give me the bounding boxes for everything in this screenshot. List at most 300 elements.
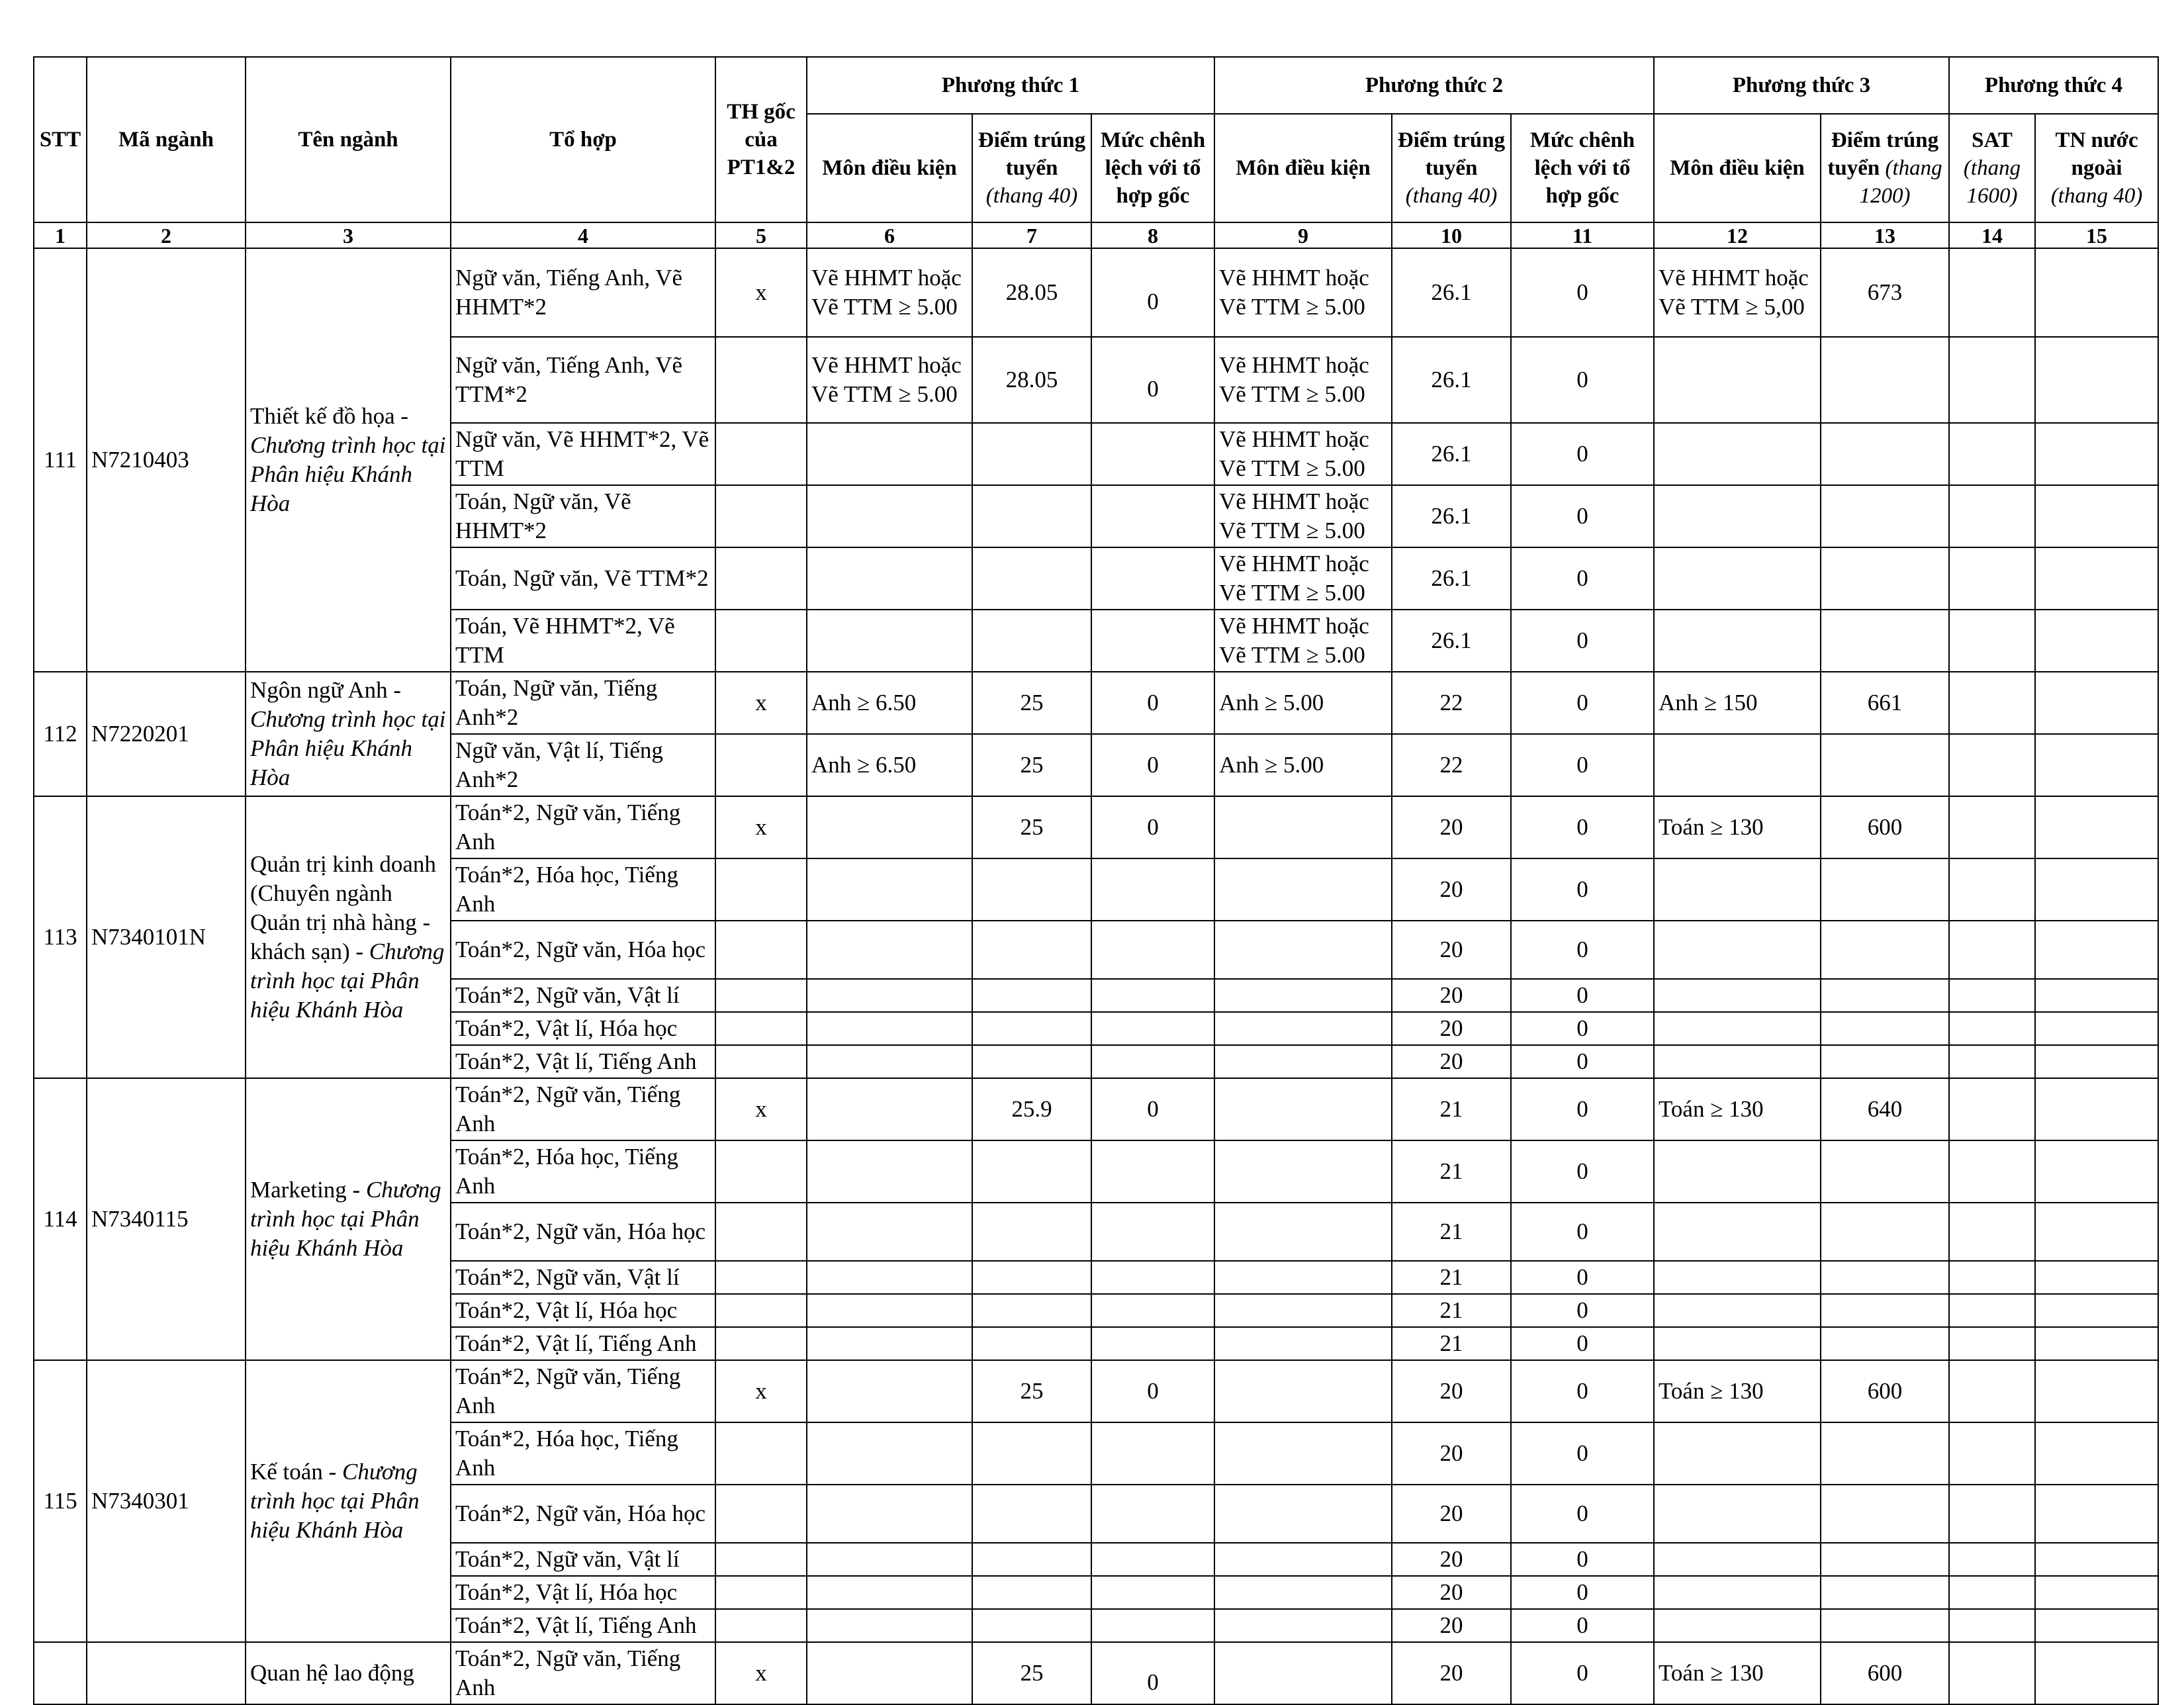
table-header: [34, 57, 2158, 248]
pt3-diem-cell: [1821, 547, 1949, 610]
ten-nganh-campus-note: Chương trình học tại Phân hiệu Khánh Hòa: [250, 1459, 420, 1543]
column-index-5: 5: [715, 222, 807, 248]
sat-cell: [1949, 1294, 2035, 1327]
tn-nuoc-ngoai-cell: [2035, 1609, 2158, 1642]
ma-nganh-cell: N7340115: [87, 1078, 246, 1360]
column-index-7: 7: [972, 222, 1091, 248]
tn-nuoc-ngoai-cell: [2035, 1576, 2158, 1609]
pt2-chenh-lech-cell: 0: [1511, 1543, 1654, 1576]
pt1-chenh-lech-cell: [1091, 547, 1214, 610]
header-pt3-scale: (thang 1200): [1859, 156, 1942, 208]
pt3-mon-dieu-kien-cell: [1654, 337, 1821, 423]
th-goc-cell: [715, 1543, 807, 1576]
th-goc-cell: [715, 921, 807, 979]
to-hop-cell: Toán*2, Ngữ văn, Vật lí: [451, 1543, 715, 1576]
pt1-chenh-lech-cell: 0: [1091, 337, 1214, 423]
column-index-10: 10: [1392, 222, 1511, 248]
pt1-mon-dieu-kien-cell: [807, 1012, 972, 1045]
pt1-diem-cell: [972, 1485, 1091, 1543]
pt1-mon-dieu-kien-cell: [807, 1261, 972, 1294]
ten-nganh-text: Marketing -: [250, 1177, 361, 1203]
pt1-diem-cell: [972, 547, 1091, 610]
pt2-chenh-lech-cell: 0: [1511, 734, 1654, 796]
sat-cell: [1949, 734, 2035, 796]
pt3-mon-dieu-kien-cell: Toán ≥ 130: [1654, 1360, 1821, 1422]
th-goc-cell: [715, 858, 807, 921]
pt3-mon-dieu-kien-cell: [1654, 1609, 1821, 1642]
ten-nganh-campus-note: Chương trình học tại Phân hiệu Khánh Hòa: [250, 432, 446, 516]
header-tn-scale: (thang 40): [2050, 184, 2143, 208]
tn-nuoc-ngoai-cell: [2035, 248, 2158, 337]
ten-nganh-campus-note: Chương trình học tại Phân hiệu Khánh Hòa: [250, 706, 446, 790]
ten-nganh-text: Quan hệ lao động: [250, 1660, 414, 1686]
pt1-diem-cell: 25: [972, 734, 1091, 796]
th-goc-cell: x: [715, 1078, 807, 1140]
column-index-row: [34, 222, 2158, 248]
sat-cell: [1949, 1576, 2035, 1609]
pt1-mon-dieu-kien-cell: [807, 1360, 972, 1422]
pt1-diem-cell: 25: [972, 1642, 1091, 1704]
pt1-mon-dieu-kien-cell: Anh ≥ 6.50: [807, 734, 972, 796]
column-index-9: 9: [1214, 222, 1392, 248]
pt1-diem-cell: 25.9: [972, 1078, 1091, 1140]
sat-cell: [1949, 672, 2035, 734]
pt3-mon-dieu-kien-cell: [1654, 921, 1821, 979]
pt3-diem-cell: [1821, 1576, 1949, 1609]
header-ten-nganh: Tên ngành: [246, 57, 451, 222]
pt1-mon-dieu-kien-cell: [807, 1045, 972, 1078]
sat-cell: [1949, 1422, 2035, 1485]
pt2-diem-cell: 20: [1392, 858, 1511, 921]
pt2-mon-dieu-kien-cell: Anh ≥ 5.00: [1214, 672, 1392, 734]
pt3-mon-dieu-kien-cell: [1654, 1261, 1821, 1294]
pt3-diem-cell: [1821, 1294, 1949, 1327]
pt3-mon-dieu-kien-cell: Toán ≥ 130: [1654, 796, 1821, 858]
pt1-diem-cell: [972, 1140, 1091, 1203]
sat-cell: [1949, 1045, 2035, 1078]
sat-cell: [1949, 1140, 2035, 1203]
pt2-chenh-lech-cell: 0: [1511, 1327, 1654, 1360]
pt1-diem-cell: [972, 1543, 1091, 1576]
th-goc-cell: [715, 337, 807, 423]
pt2-mon-dieu-kien-cell: Vẽ HHMT hoặc Vẽ TTM ≥ 5.00: [1214, 610, 1392, 672]
pt2-diem-cell: 22: [1392, 734, 1511, 796]
pt2-mon-dieu-kien-cell: [1214, 1078, 1392, 1140]
th-goc-cell: x: [715, 796, 807, 858]
sat-cell: [1949, 1078, 2035, 1140]
pt1-chenh-lech-cell: [1091, 921, 1214, 979]
pt2-diem-cell: 20: [1392, 1642, 1511, 1704]
column-index-1: 1: [34, 222, 87, 248]
pt3-mon-dieu-kien-cell: [1654, 1422, 1821, 1485]
to-hop-cell: Toán*2, Hóa học, Tiếng Anh: [451, 1422, 715, 1485]
pt2-chenh-lech-cell: 0: [1511, 1045, 1654, 1078]
pt3-diem-cell: 600: [1821, 1360, 1949, 1422]
pt2-chenh-lech-cell: 0: [1511, 1609, 1654, 1642]
table-row: [34, 796, 2158, 858]
pt1-chenh-lech-cell: [1091, 1327, 1214, 1360]
sat-cell: [1949, 1485, 2035, 1543]
to-hop-cell: Toán*2, Ngữ văn, Tiếng Anh: [451, 1360, 715, 1422]
pt3-diem-cell: 661: [1821, 672, 1949, 734]
to-hop-cell: Toán*2, Vật lí, Hóa học: [451, 1576, 715, 1609]
admission-score-sheet: [33, 56, 2158, 1700]
tn-nuoc-ngoai-cell: [2035, 1360, 2158, 1422]
pt2-chenh-lech-cell: 0: [1511, 1642, 1654, 1704]
pt3-mon-dieu-kien-cell: [1654, 1327, 1821, 1360]
pt3-diem-cell: [1821, 1045, 1949, 1078]
to-hop-cell: Toán*2, Vật lí, Hóa học: [451, 1294, 715, 1327]
pt1-mon-dieu-kien-cell: [807, 796, 972, 858]
header-pt2-mon-dieu-kien: Môn điều kiện: [1214, 114, 1392, 222]
pt3-diem-cell: [1821, 979, 1949, 1012]
pt1-mon-dieu-kien-cell: [807, 979, 972, 1012]
pt2-chenh-lech-cell: 0: [1511, 1078, 1654, 1140]
pt2-diem-cell: 20: [1392, 1543, 1511, 1576]
sat-cell: [1949, 1012, 2035, 1045]
header-stt: STT: [34, 57, 87, 222]
sat-cell: [1949, 1543, 2035, 1576]
tn-nuoc-ngoai-cell: [2035, 1543, 2158, 1576]
th-goc-cell: [715, 485, 807, 547]
pt1-mon-dieu-kien-cell: [807, 610, 972, 672]
pt1-mon-dieu-kien-cell: [807, 1294, 972, 1327]
to-hop-cell: Ngữ văn, Vẽ HHMT*2, Vẽ TTM: [451, 423, 715, 485]
pt3-mon-dieu-kien-cell: [1654, 734, 1821, 796]
th-goc-cell: [715, 734, 807, 796]
tn-nuoc-ngoai-cell: [2035, 796, 2158, 858]
pt2-diem-cell: 21: [1392, 1327, 1511, 1360]
pt2-chenh-lech-cell: 0: [1511, 672, 1654, 734]
th-goc-cell: [715, 1609, 807, 1642]
pt1-chenh-lech-cell: 0: [1091, 1360, 1214, 1422]
header-pt1-mon-dieu-kien: Môn điều kiện: [807, 114, 972, 222]
ma-nganh-cell: N7220201: [87, 672, 246, 796]
header-pt1-scale: (thang 40): [985, 184, 1078, 208]
tn-nuoc-ngoai-cell: [2035, 1485, 2158, 1543]
pt2-mon-dieu-kien-cell: Vẽ HHMT hoặc Vẽ TTM ≥ 5.00: [1214, 248, 1392, 337]
tn-nuoc-ngoai-cell: [2035, 1422, 2158, 1485]
pt2-mon-dieu-kien-cell: Vẽ HHMT hoặc Vẽ TTM ≥ 5.00: [1214, 547, 1392, 610]
tn-nuoc-ngoai-cell: [2035, 858, 2158, 921]
to-hop-cell: Ngữ văn, Tiếng Anh, Vẽ HHMT*2: [451, 248, 715, 337]
table-row: [34, 1360, 2158, 1422]
pt3-diem-cell: [1821, 1327, 1949, 1360]
pt1-chenh-lech-cell: [1091, 1203, 1214, 1261]
to-hop-cell: Toán, Ngữ văn, Vẽ HHMT*2: [451, 485, 715, 547]
pt2-chenh-lech-cell: 0: [1511, 1576, 1654, 1609]
ten-nganh-text: Ngôn ngữ Anh -: [250, 677, 401, 703]
pt2-chenh-lech-cell: 0: [1511, 796, 1654, 858]
pt2-mon-dieu-kien-cell: Vẽ HHMT hoặc Vẽ TTM ≥ 5.00: [1214, 423, 1392, 485]
pt3-diem-cell: [1821, 921, 1949, 979]
pt1-chenh-lech-cell: [1091, 1576, 1214, 1609]
pt2-chenh-lech-cell: 0: [1511, 1203, 1654, 1261]
header-sat: [1949, 114, 2035, 222]
sat-cell: [1949, 1327, 2035, 1360]
header-tn-label: TN nước ngoài: [2055, 128, 2138, 180]
sat-cell: [1949, 337, 2035, 423]
pt2-mon-dieu-kien-cell: [1214, 1609, 1392, 1642]
pt2-mon-dieu-kien-cell: [1214, 1642, 1392, 1704]
to-hop-cell: Toán*2, Ngữ văn, Vật lí: [451, 1261, 715, 1294]
sat-cell: [1949, 423, 2035, 485]
pt3-diem-cell: 600: [1821, 1642, 1949, 1704]
pt1-mon-dieu-kien-cell: [807, 1078, 972, 1140]
ten-nganh-cell: [246, 1078, 451, 1360]
pt2-chenh-lech-cell: 0: [1511, 858, 1654, 921]
pt2-chenh-lech-cell: 0: [1511, 1012, 1654, 1045]
to-hop-cell: Toán, Vẽ HHMT*2, Vẽ TTM: [451, 610, 715, 672]
sat-cell: [1949, 858, 2035, 921]
pt3-mon-dieu-kien-cell: [1654, 1012, 1821, 1045]
tn-nuoc-ngoai-cell: [2035, 1078, 2158, 1140]
to-hop-cell: Ngữ văn, Vật lí, Tiếng Anh*2: [451, 734, 715, 796]
stt-cell: 115: [34, 1360, 87, 1642]
pt1-chenh-lech-cell: [1091, 1609, 1214, 1642]
pt2-mon-dieu-kien-cell: [1214, 921, 1392, 979]
pt1-chenh-lech-cell: [1091, 1045, 1214, 1078]
column-index-15: 15: [2035, 222, 2158, 248]
to-hop-cell: Toán, Ngữ văn, Tiếng Anh*2: [451, 672, 715, 734]
pt2-diem-cell: 26.1: [1392, 248, 1511, 337]
th-goc-cell: [715, 1485, 807, 1543]
pt2-mon-dieu-kien-cell: [1214, 979, 1392, 1012]
header-phuong-thuc-2: Phương thức 2: [1214, 57, 1654, 114]
pt2-diem-cell: 20: [1392, 1609, 1511, 1642]
pt3-diem-cell: [1821, 485, 1949, 547]
pt2-chenh-lech-cell: 0: [1511, 1485, 1654, 1543]
pt2-mon-dieu-kien-cell: [1214, 1012, 1392, 1045]
pt1-mon-dieu-kien-cell: [807, 921, 972, 979]
pt1-diem-cell: [972, 1012, 1091, 1045]
pt1-chenh-lech-cell: [1091, 979, 1214, 1012]
ten-nganh-cell: [246, 1642, 451, 1704]
table-row: [34, 1642, 2158, 1704]
to-hop-cell: Ngữ văn, Tiếng Anh, Vẽ TTM*2: [451, 337, 715, 423]
pt1-mon-dieu-kien-cell: [807, 1642, 972, 1704]
header-phuong-thuc-1: Phương thức 1: [807, 57, 1214, 114]
tn-nuoc-ngoai-cell: [2035, 423, 2158, 485]
to-hop-cell: Toán*2, Hóa học, Tiếng Anh: [451, 1140, 715, 1203]
to-hop-cell: Toán*2, Hóa học, Tiếng Anh: [451, 858, 715, 921]
pt2-chenh-lech-cell: 0: [1511, 248, 1654, 337]
column-index-13: 13: [1821, 222, 1949, 248]
header-pt1-chenh-lech: Mức chênh lệch với tổ hợp gốc: [1091, 114, 1214, 222]
pt1-chenh-lech-cell: [1091, 610, 1214, 672]
th-goc-cell: [715, 1140, 807, 1203]
header-sat-label: SAT: [1972, 128, 2013, 152]
to-hop-cell: Toán*2, Vật lí, Tiếng Anh: [451, 1609, 715, 1642]
pt1-mon-dieu-kien-cell: Vẽ HHMT hoặc Vẽ TTM ≥ 5.00: [807, 248, 972, 337]
sat-cell: [1949, 1261, 2035, 1294]
pt2-mon-dieu-kien-cell: [1214, 1140, 1392, 1203]
pt1-diem-cell: [972, 1203, 1091, 1261]
sat-cell: [1949, 248, 2035, 337]
th-goc-cell: [715, 1422, 807, 1485]
pt3-mon-dieu-kien-cell: [1654, 1203, 1821, 1261]
pt1-chenh-lech-cell: 0: [1091, 1078, 1214, 1140]
pt3-diem-cell: [1821, 610, 1949, 672]
table-row: [34, 672, 2158, 734]
column-index-8: 8: [1091, 222, 1214, 248]
pt2-chenh-lech-cell: 0: [1511, 1261, 1654, 1294]
header-pt3-diem-label: Điểm trúng tuyển: [1827, 128, 1939, 180]
pt3-diem-cell: [1821, 734, 1949, 796]
th-goc-cell: [715, 1045, 807, 1078]
pt1-diem-cell: [972, 1609, 1091, 1642]
tn-nuoc-ngoai-cell: [2035, 610, 2158, 672]
pt1-mon-dieu-kien-cell: [807, 1140, 972, 1203]
pt2-mon-dieu-kien-cell: [1214, 1360, 1392, 1422]
pt1-chenh-lech-cell: [1091, 1294, 1214, 1327]
sat-cell: [1949, 1360, 2035, 1422]
tn-nuoc-ngoai-cell: [2035, 1642, 2158, 1704]
pt2-diem-cell: 20: [1392, 1576, 1511, 1609]
th-goc-cell: [715, 1576, 807, 1609]
to-hop-cell: Toán*2, Ngữ văn, Hóa học: [451, 921, 715, 979]
th-goc-cell: x: [715, 1360, 807, 1422]
ma-nganh-cell: N7340301: [87, 1360, 246, 1642]
ten-nganh-cell: [246, 248, 451, 672]
pt2-mon-dieu-kien-cell: [1214, 1045, 1392, 1078]
tn-nuoc-ngoai-cell: [2035, 485, 2158, 547]
th-goc-cell: [715, 1261, 807, 1294]
pt3-mon-dieu-kien-cell: [1654, 423, 1821, 485]
pt1-mon-dieu-kien-cell: [807, 1543, 972, 1576]
header-to-hop: Tổ hợp: [451, 57, 715, 222]
pt3-mon-dieu-kien-cell: [1654, 485, 1821, 547]
th-goc-cell: [715, 1294, 807, 1327]
sat-cell: [1949, 1642, 2035, 1704]
pt2-diem-cell: 26.1: [1392, 547, 1511, 610]
sat-cell: [1949, 796, 2035, 858]
header-pt1-diem-label: Điểm trúng tuyển: [978, 128, 1086, 180]
tn-nuoc-ngoai-cell: [2035, 547, 2158, 610]
pt2-mon-dieu-kien-cell: [1214, 796, 1392, 858]
pt2-mon-dieu-kien-cell: Vẽ HHMT hoặc Vẽ TTM ≥ 5.00: [1214, 337, 1392, 423]
pt2-diem-cell: 20: [1392, 921, 1511, 979]
column-index-2: 2: [87, 222, 246, 248]
pt1-mon-dieu-kien-cell: [807, 1485, 972, 1543]
table-body: [34, 248, 2158, 1704]
sat-cell: [1949, 921, 2035, 979]
pt2-diem-cell: 26.1: [1392, 337, 1511, 423]
column-index-11: 11: [1511, 222, 1654, 248]
to-hop-cell: Toán*2, Ngữ văn, Hóa học: [451, 1485, 715, 1543]
pt2-chenh-lech-cell: 0: [1511, 610, 1654, 672]
pt1-chenh-lech-cell: [1091, 485, 1214, 547]
pt2-chenh-lech-cell: 0: [1511, 485, 1654, 547]
pt3-diem-cell: [1821, 1609, 1949, 1642]
pt1-diem-cell: [972, 979, 1091, 1012]
pt1-diem-cell: [972, 423, 1091, 485]
pt1-diem-cell: 28.05: [972, 248, 1091, 337]
pt2-chenh-lech-cell: 0: [1511, 547, 1654, 610]
column-index-6: 6: [807, 222, 972, 248]
pt3-mon-dieu-kien-cell: [1654, 1045, 1821, 1078]
th-goc-cell: [715, 423, 807, 485]
pt2-chenh-lech-cell: 0: [1511, 1140, 1654, 1203]
pt3-diem-cell: [1821, 1012, 1949, 1045]
tn-nuoc-ngoai-cell: [2035, 1327, 2158, 1360]
header-pt3-mon-dieu-kien: Môn điều kiện: [1654, 114, 1821, 222]
th-goc-cell: [715, 610, 807, 672]
pt1-diem-cell: [972, 1422, 1091, 1485]
pt1-diem-cell: 25: [972, 796, 1091, 858]
pt2-chenh-lech-cell: 0: [1511, 979, 1654, 1012]
pt1-diem-cell: [972, 1045, 1091, 1078]
tn-nuoc-ngoai-cell: [2035, 1203, 2158, 1261]
pt1-mon-dieu-kien-cell: [807, 547, 972, 610]
column-index-14: 14: [1949, 222, 2035, 248]
pt2-chenh-lech-cell: 0: [1511, 921, 1654, 979]
pt3-mon-dieu-kien-cell: Vẽ HHMT hoặc Vẽ TTM ≥ 5,00: [1654, 248, 1821, 337]
pt1-chenh-lech-cell: [1091, 1485, 1214, 1543]
stt-cell: 114: [34, 1078, 87, 1360]
pt1-chenh-lech-cell: [1091, 1140, 1214, 1203]
pt1-chenh-lech-cell: [1091, 1012, 1214, 1045]
header-pt1-diem: [972, 114, 1091, 222]
pt3-diem-cell: 673: [1821, 248, 1949, 337]
pt2-diem-cell: 20: [1392, 1422, 1511, 1485]
header-pt2-diem-label: Điểm trúng tuyển: [1397, 128, 1506, 180]
pt1-mon-dieu-kien-cell: [807, 1327, 972, 1360]
header-th-goc: TH gốc của PT1&2: [715, 57, 807, 222]
th-goc-cell: x: [715, 1642, 807, 1704]
pt1-chenh-lech-cell: [1091, 423, 1214, 485]
pt1-diem-cell: 25: [972, 672, 1091, 734]
ma-nganh-cell: [87, 1642, 246, 1704]
pt2-diem-cell: 22: [1392, 672, 1511, 734]
pt3-diem-cell: [1821, 423, 1949, 485]
header-ma-nganh: Mã ngành: [87, 57, 246, 222]
tn-nuoc-ngoai-cell: [2035, 1294, 2158, 1327]
th-goc-cell: [715, 547, 807, 610]
ten-nganh-campus-note: Chương trình học tại Phân hiệu Khánh Hòa: [250, 1177, 441, 1261]
ten-nganh-cell: [246, 1360, 451, 1642]
tn-nuoc-ngoai-cell: [2035, 979, 2158, 1012]
pt3-mon-dieu-kien-cell: Anh ≥ 150: [1654, 672, 1821, 734]
sat-cell: [1949, 979, 2035, 1012]
pt2-diem-cell: 21: [1392, 1203, 1511, 1261]
pt3-mon-dieu-kien-cell: Toán ≥ 130: [1654, 1078, 1821, 1140]
tn-nuoc-ngoai-cell: [2035, 1261, 2158, 1294]
pt1-mon-dieu-kien-cell: [807, 858, 972, 921]
pt1-chenh-lech-cell: 0: [1091, 672, 1214, 734]
pt2-mon-dieu-kien-cell: [1214, 1485, 1392, 1543]
pt1-diem-cell: [972, 921, 1091, 979]
th-goc-cell: [715, 1327, 807, 1360]
header-sat-scale: (thang 1600): [1963, 156, 2021, 208]
pt3-mon-dieu-kien-cell: [1654, 858, 1821, 921]
pt1-mon-dieu-kien-cell: [807, 1422, 972, 1485]
pt2-diem-cell: 20: [1392, 796, 1511, 858]
pt1-diem-cell: 28.05: [972, 337, 1091, 423]
pt3-diem-cell: 640: [1821, 1078, 1949, 1140]
pt1-chenh-lech-cell: 0: [1091, 248, 1214, 337]
pt2-mon-dieu-kien-cell: [1214, 1422, 1392, 1485]
pt3-diem-cell: [1821, 1485, 1949, 1543]
pt2-diem-cell: 21: [1392, 1140, 1511, 1203]
pt1-chenh-lech-cell: 0: [1091, 1642, 1214, 1704]
pt2-diem-cell: 20: [1392, 979, 1511, 1012]
pt3-diem-cell: [1821, 337, 1949, 423]
tn-nuoc-ngoai-cell: [2035, 337, 2158, 423]
header-pt2-chenh-lech: Mức chênh lệch với tổ hợp gốc: [1511, 114, 1654, 222]
ten-nganh-text: Thiết kế đồ họa -: [250, 403, 409, 429]
pt3-diem-cell: [1821, 1203, 1949, 1261]
